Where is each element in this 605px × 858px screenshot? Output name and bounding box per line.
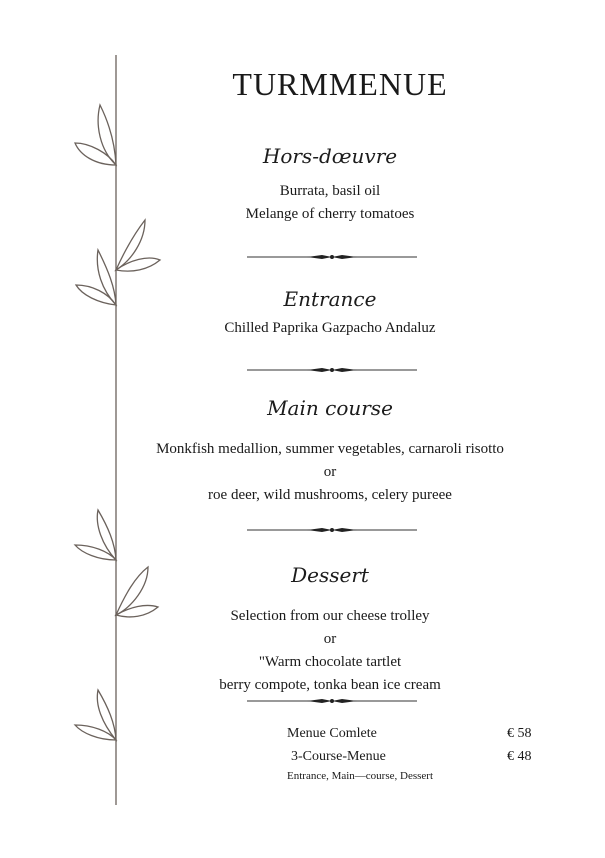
ornamental-divider-icon xyxy=(247,525,417,535)
price-row xyxy=(287,722,547,745)
menu-item: Melange of cherry tomatoes xyxy=(245,206,415,222)
ornamental-divider-icon xyxy=(247,696,417,706)
section-heading: Dessert xyxy=(291,563,369,587)
price-value: € 58 xyxy=(507,726,532,741)
menu-item: berry compote, tonka bean ice cream xyxy=(219,677,441,693)
price-label: 3-Course-Menue xyxy=(291,749,386,764)
ornamental-divider-icon xyxy=(247,365,417,375)
menu-item: Chilled Paprika Gazpacho Andaluz xyxy=(224,320,436,336)
menu-item: Burrata, basil oil xyxy=(279,183,381,199)
section-entrance xyxy=(120,287,540,340)
price-label: Menue Comlete xyxy=(287,726,377,741)
price-list xyxy=(287,722,547,782)
menu-item: roe deer, wild mushrooms, celery pureee xyxy=(208,487,452,503)
price-row xyxy=(287,745,547,768)
menu-item: "Warm chocolate tartlet xyxy=(258,654,402,670)
ornamental-divider-icon xyxy=(247,252,417,262)
menu-item: Monkfish medallion, summer vegetables, carnaroli risotto xyxy=(156,441,504,457)
section-heading: Entrance xyxy=(283,287,377,311)
price-value: € 48 xyxy=(507,749,532,764)
section-heading: Main course xyxy=(267,396,393,420)
section-heading: Hors-dœuvre xyxy=(262,144,398,168)
section-hors-doeuvre xyxy=(120,144,540,226)
menu-item: or xyxy=(323,631,337,647)
section-main-course xyxy=(100,396,560,507)
menu-item: or xyxy=(323,464,337,480)
menu-item: Selection from our cheese trolley xyxy=(230,608,430,624)
price-note: Entrance, Main—course, Dessert xyxy=(287,770,434,782)
section-dessert xyxy=(120,563,540,697)
menu-title: TURMMENUE xyxy=(232,66,448,102)
